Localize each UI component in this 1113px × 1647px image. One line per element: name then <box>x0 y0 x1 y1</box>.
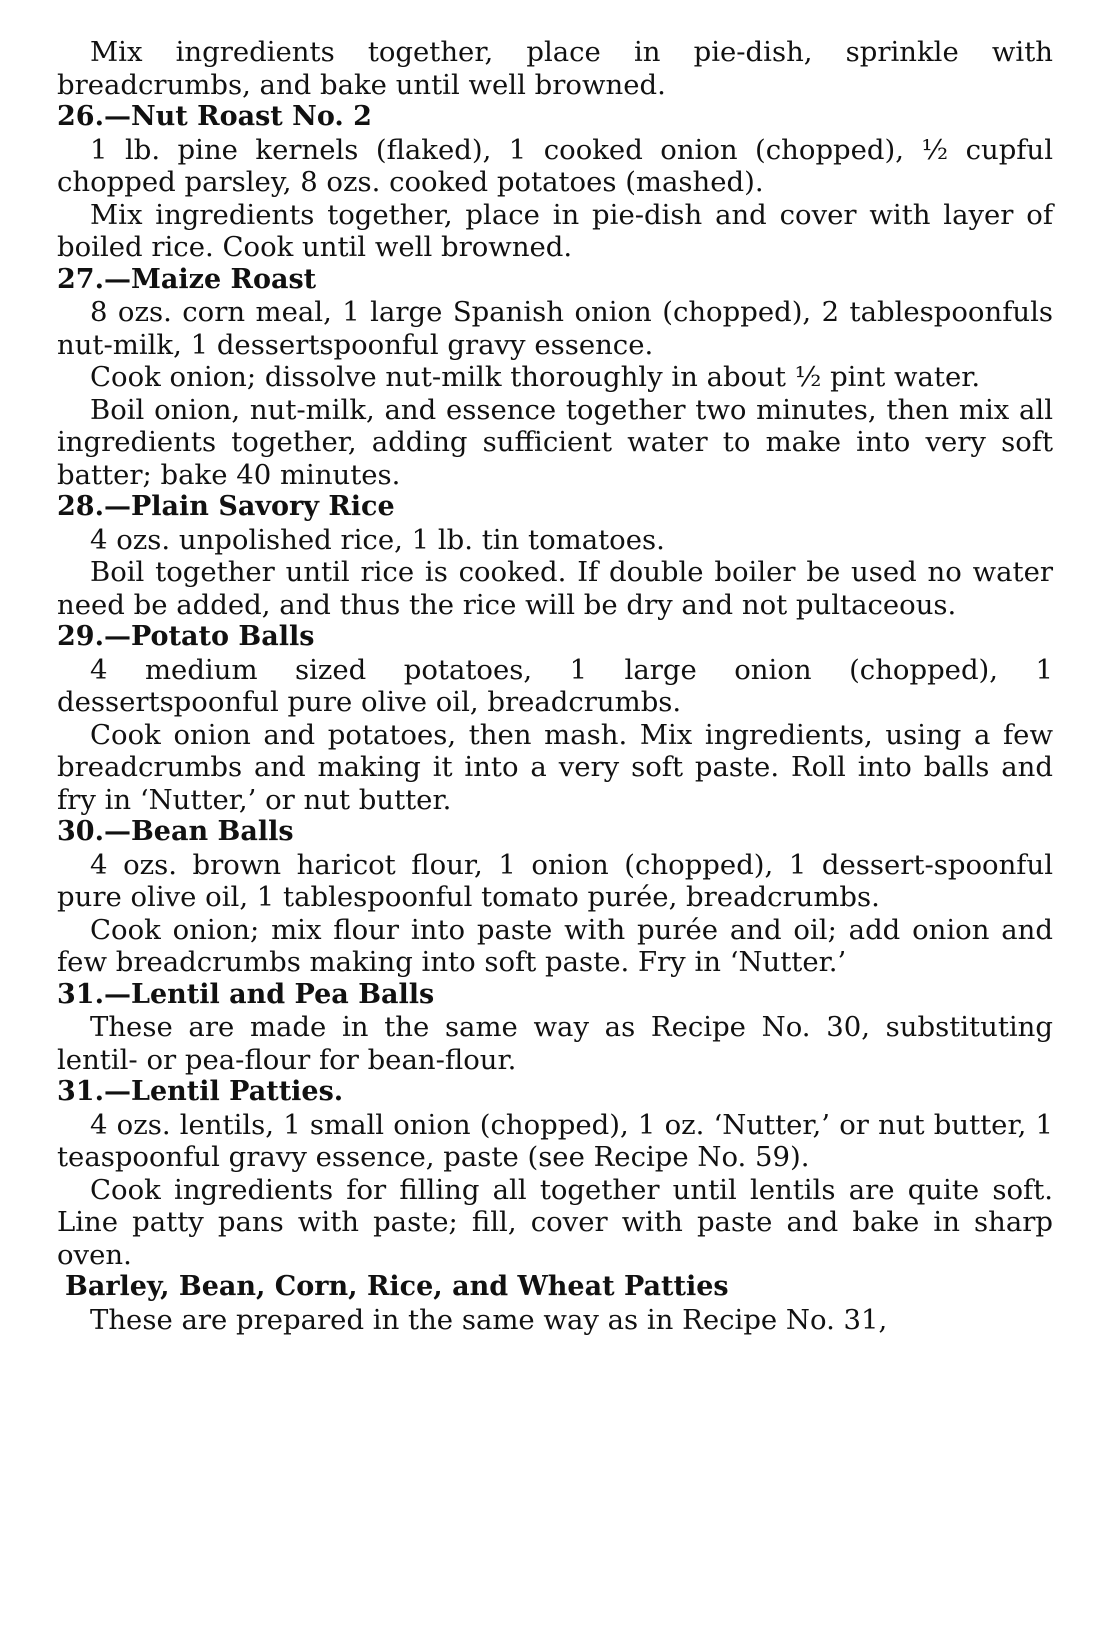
method-paragraph: These are prepared in the same way as in Recipe No. 31, <box>90 1303 888 1336</box>
ingredients-paragraph: 4 medium sized potatoes, 1 large onion (chopped), 1 dessertspoonful pure olive oil, breadcrumbs. <box>57 653 1053 718</box>
recipe-heading: 28.—Plain Savory Rice <box>57 491 395 522</box>
method-paragraph: Cook onion; dissolve nut-milk thoroughly in about ½ pint water. <box>90 361 981 393</box>
method-paragraph: Cook ingredients for filling all together until lentils are quite soft. Line patty pans with paste; fill, cover with paste and bake in sharp oven. <box>57 1173 1053 1271</box>
method-paragraph: Cook onion; mix flour into paste with purée and oil; add onion and few breadcrumbs making into soft paste. Fry in ‘Nutter.’ <box>57 913 1053 978</box>
method-paragraph: Boil onion, nut-milk, and essence together two minutes, then mix all ingredients together, adding sufficient water to make into very soft batter; bake 40 minutes. <box>57 393 1053 491</box>
recipe-heading: 31.—Lentil Patties. <box>57 1076 344 1107</box>
recipe-heading: 30.—Bean Balls <box>57 816 294 847</box>
method-paragraph: Mix ingredients together, place in pie-dish and cover with layer of boiled rice. Cook until well browned. <box>57 198 1053 263</box>
recipe-heading: 26.—Nut Roast No. 2 <box>57 101 372 132</box>
recipe-heading: 27.—Maize Roast <box>57 263 317 295</box>
paragraph: Mix ingredients together, place in pie-dish, sprinkle with breadcrumbs, and bake until well browned. <box>57 36 1053 101</box>
recipe-heading: 31.—Lentil and Pea Balls <box>57 978 435 1010</box>
ingredients-paragraph: 4 ozs. unpolished rice, 1 lb. tin tomatoes. <box>90 523 665 556</box>
section-subheading: Barley, Bean, Corn, Rice, and Wheat Patties <box>65 1271 729 1302</box>
recipe-heading: 29.—Potato Balls <box>57 621 315 652</box>
method-paragraph: Cook onion and potatoes, then mash. Mix ingredients, using a few breadcrumbs and making it into a very soft paste. Roll into balls and fry in ‘Nutter,’ or nut butter. <box>57 718 1053 816</box>
ingredients-paragraph: 1 lb. pine kernels (flaked), 1 cooked onion (chopped), ½ cupful chopped parsley, 8 ozs. cooked potatoes (mashed). <box>57 133 1053 198</box>
ingredients-paragraph: 4 ozs. brown haricot flour, 1 onion (chopped), 1 dessert-spoonful pure olive oil, 1 tablespoonful tomato purée, breadcrumbs. <box>57 848 1053 913</box>
ingredients-paragraph: 4 ozs. lentils, 1 small onion (chopped), 1 oz. ‘Nutter,’ or nut butter, 1 teaspoonful gravy essence, paste (see Recipe No. 59). <box>57 1108 1053 1173</box>
method-paragraph: Boil together until rice is cooked. If double boiler be used no water need be added, and thus the rice will be dry and not pultaceous. <box>57 556 1053 621</box>
method-paragraph: These are made in the same way as Recipe No. 30, substituting lentil- or pea-flour for bean-flour. <box>57 1011 1053 1076</box>
ingredients-paragraph: 8 ozs. corn meal, 1 large Spanish onion (chopped), 2 tablespoonfuls nut-milk, 1 dessertspoonful gravy essence. <box>57 296 1053 361</box>
